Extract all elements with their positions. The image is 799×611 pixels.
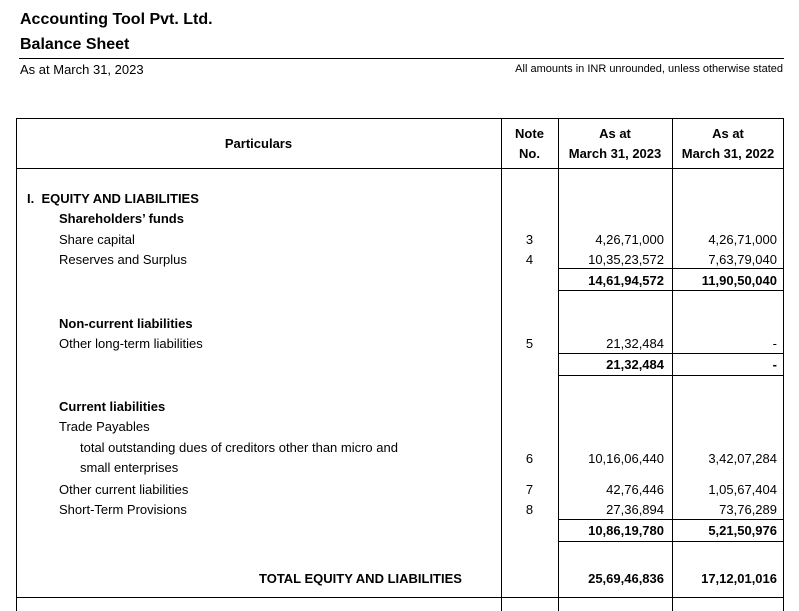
current-total-bottom-line: [558, 541, 784, 542]
document-title: Balance Sheet: [20, 36, 130, 53]
section-shareholders-funds: Shareholders’ funds: [59, 211, 184, 226]
row-share-capital-note: 3: [525, 232, 534, 247]
grand-total-py: 17,12,01,016: [701, 571, 777, 586]
row-other-current-note: 7: [525, 482, 534, 497]
row-trade-payables-label: Trade Payables: [59, 419, 150, 434]
column-header-note-line1: Note: [515, 126, 544, 141]
column-header-cy-line2: March 31, 2023: [568, 146, 662, 161]
row-share-capital-cy: 4,26,71,000: [595, 232, 664, 247]
row-other-lt-cy: 21,32,484: [606, 336, 664, 351]
row-share-capital-label: Share capital: [59, 232, 135, 247]
row-reserves-cy: 10,35,23,572: [588, 252, 664, 267]
as-at-date: As at March 31, 2023: [20, 62, 144, 77]
grand-total-label: TOTAL EQUITY AND LIABILITIES: [259, 571, 462, 586]
row-reserves-note: 4: [525, 252, 534, 267]
column-header-py-line2: March 31, 2022: [681, 146, 775, 161]
noncurrent-total-cy: 21,32,484: [606, 357, 664, 372]
noncurrent-total-bottom-line: [558, 375, 784, 376]
current-total-py: 5,21,50,976: [708, 523, 777, 538]
row-creditors-py: 3,42,07,284: [708, 451, 777, 466]
column-header-note-line2: No.: [519, 146, 540, 161]
balance-sheet-table: [16, 118, 784, 611]
column-header-py-line1: As at: [712, 126, 744, 141]
row-creditors-label-line2: small enterprises: [80, 460, 179, 475]
row-reserves-py: 7,63,79,040: [708, 252, 777, 267]
shareholders-total-cy: 14,61,94,572: [588, 273, 664, 288]
row-other-current-cy: 42,76,446: [606, 482, 664, 497]
header-divider: [19, 58, 784, 59]
row-st-provisions-note: 8: [525, 502, 534, 517]
amounts-note: All amounts in INR unrounded, unless otherwise stated: [515, 63, 783, 75]
shareholders-total-py: 11,90,50,040: [701, 273, 777, 288]
row-st-provisions-cy: 27,36,894: [606, 502, 664, 517]
grand-total-cy: 25,69,46,836: [588, 571, 664, 586]
row-creditors-note: 6: [525, 451, 534, 466]
section-noncurrent-liabilities: Non-current liabilities: [59, 316, 193, 331]
row-other-lt-label: Other long-term liabilities: [59, 336, 203, 351]
row-creditors-cy: 10,16,06,440: [588, 451, 664, 466]
row-share-capital-py: 4,26,71,000: [708, 232, 777, 247]
company-name: Accounting Tool Pvt. Ltd.: [20, 11, 213, 28]
column-header-particulars: Particulars: [224, 136, 293, 151]
row-other-lt-py: -: [772, 336, 777, 351]
grand-total-bottom-border: [16, 597, 784, 598]
column-header-cy-line1: As at: [599, 126, 631, 141]
section-equity-liabilities: I. EQUITY AND LIABILITIES: [27, 191, 199, 206]
table-top-border: [16, 118, 784, 119]
row-reserves-label: Reserves and Surplus: [59, 252, 187, 267]
row-other-current-py: 1,05,67,404: [708, 482, 777, 497]
row-other-lt-note: 5: [525, 336, 534, 351]
table-right-border: [783, 118, 784, 611]
section-current-liabilities: Current liabilities: [59, 399, 166, 414]
table-left-border: [16, 118, 17, 611]
note-column-divider: [501, 118, 502, 611]
row-creditors-label-line1: total outstanding dues of creditors other than micro and: [80, 440, 398, 455]
row-st-provisions-label: Short-Term Provisions: [59, 502, 187, 517]
header-bottom-border: [16, 168, 784, 169]
current-total-cy: 10,86,19,780: [588, 523, 664, 538]
row-st-provisions-py: 73,76,289: [719, 502, 777, 517]
row-other-current-label: Other current liabilities: [59, 482, 189, 497]
noncurrent-total-py: -: [772, 357, 777, 372]
